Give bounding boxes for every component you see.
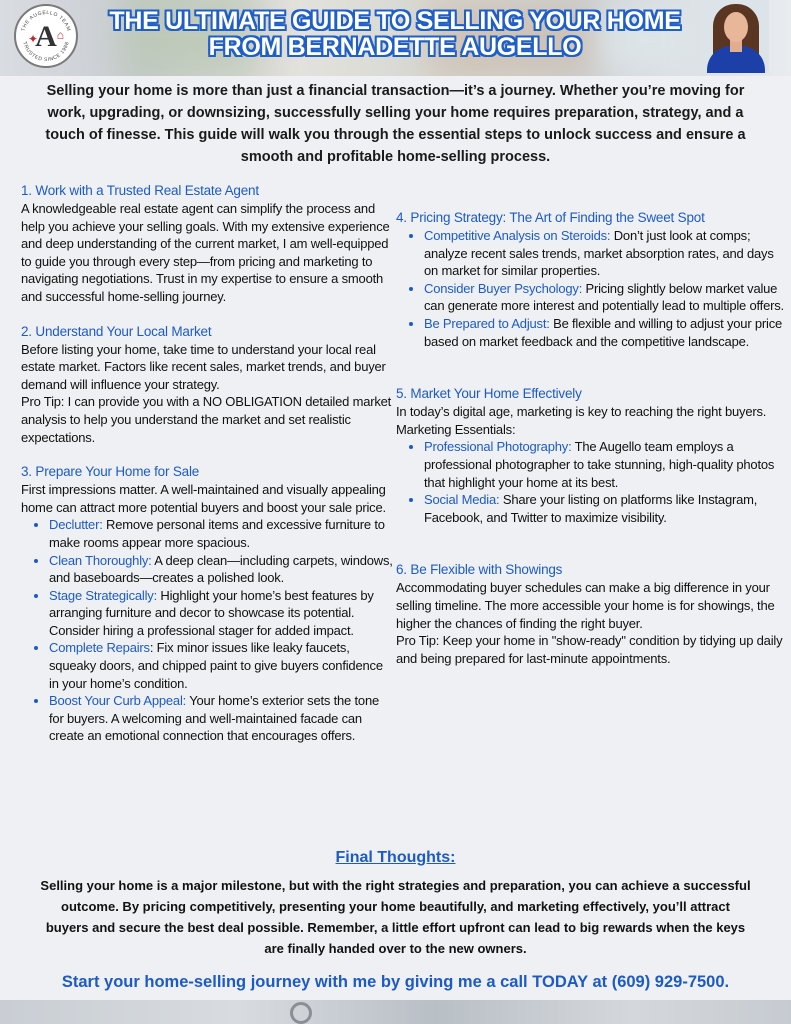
list-item: [424, 438, 788, 491]
section-5-list: [396, 438, 788, 526]
section-6-body: Accommodating buyer schedules can make a big difference in your selling timeline. The more accessible your home is for showings, the higher the chances of finding the right buyer.: [396, 580, 775, 631]
item-label: Declutter:: [49, 517, 103, 533]
final-thoughts-title: Final Thoughts:: [335, 849, 456, 866]
section-3: [21, 463, 393, 745]
section-2-body: Before listing your home, take time to understand your local real estate market. Factors like recent sales, market trends, and buyer demand will influence your strategy.: [21, 341, 386, 392]
agent-portrait: [703, 0, 769, 73]
section-2: [21, 323, 393, 447]
item-label: Stage Strategically:: [49, 587, 158, 603]
section-5-subhead: Marketing Essentials:: [396, 421, 516, 437]
section-4: [396, 209, 788, 350]
page-title: [90, 8, 700, 60]
right-column: [396, 209, 788, 667]
title-line-2: FROM BERNADETTE AUGELLO: [208, 33, 582, 61]
list-item: [424, 315, 788, 350]
list-item: [49, 516, 393, 551]
list-item: [49, 552, 393, 587]
item-text: Don’t just look at comps; analyze recent sales trends, market absorption rates, and days on market for similar properties.: [424, 228, 774, 279]
section-3-body: First impressions matter. A well-maintained and visually appealing home can attract more potential buyers and boost your sale price.: [21, 482, 386, 515]
list-item: [49, 692, 393, 745]
item-text: The Augello team employs a professional photographer to take stunning, high-quality photos that highlight your home at its best.: [424, 439, 775, 490]
item-text: Highlight your home’s best features by arranging furniture and decor to showcase its potential. Consider hiring a professional stager for added impact.: [49, 587, 374, 638]
item-label: Complete Repairs: [49, 640, 150, 656]
final-thoughts-text: Selling your home is a major milestone, but with the right strategies and preparation, you can achieve a successful outcome. By pricing competitively, presenting your home beautifully, and marketing effectively, you’ll attract buyers and secure the best deal possible. Remember, a little effort upfront can lead to big rewards when the keys are finally handed over to the new owners.: [40, 878, 751, 956]
item-text: Remove personal items and excessive furniture to make rooms appear more spacious.: [49, 517, 385, 550]
logo-ring-bottom: TRUSTED SINCE 1988: [21, 40, 71, 63]
item-label: Be Prepared to Adjust:: [424, 315, 550, 331]
item-label: Clean Thoroughly:: [49, 552, 152, 568]
section-2-title: 2. Understand Your Local Market: [21, 323, 212, 339]
item-text: Your home’s exterior sets the tone for buyers. A welcoming and well-maintained facade can create an emotional connection that encourages offers.: [49, 693, 380, 744]
item-text: A deep clean—including carpets, windows, and baseboards—creates a polished look.: [49, 552, 393, 586]
section-3-list: [21, 516, 393, 745]
item-text: Pricing slightly below market value can generate more interest and potentially lead to multiple offers.: [424, 280, 784, 314]
logo-letter: A: [35, 20, 57, 53]
list-item: [424, 227, 788, 280]
house-icon: ⌂: [56, 28, 64, 42]
call-to-action: Start your home-selling journey with me by giving me a call TODAY at (609) 929-7500.: [61, 973, 730, 991]
section-1-title: 1. Work with a Trusted Real Estate Agent: [21, 183, 259, 198]
list-item: [424, 491, 788, 526]
section-6-tip: Pro Tip: Keep your home in "show-ready" condition by tidying up daily and being prepared for last-minute appointments.: [396, 633, 783, 666]
augello-team-logo: [14, 4, 78, 68]
section-4-list: [396, 227, 788, 350]
section-1-body: A knowledgeable real estate agent can simplify the process and help you achieve your selling goals. With my extensive experience and deep understanding of the current market, I am well-equipped to guide you through every step—from pricing and marketing to navigating negotiations. Trust in my expertise to ensure a smooth and successful home-selling journey.: [21, 201, 390, 304]
item-text: : Fix minor issues like leaky faucets, squeaky doors, and chipped paint to give buyers confidence in your home’s condition.: [49, 640, 383, 691]
section-4-title: 4. Pricing Strategy: The Art of Finding the Sweet Spot: [396, 210, 705, 225]
item-label: Boost Your Curb Appeal:: [49, 693, 187, 709]
key-icon: [290, 1002, 312, 1024]
section-5-body: In today’s digital age, marketing is key to reaching the right buyers.: [396, 404, 767, 420]
item-label: Competitive Analysis on Steroids:: [424, 228, 611, 243]
item-label: Consider Buyer Psychology:: [424, 280, 583, 296]
item-text: Be flexible and willing to adjust your price based on market feedback and the competitive landscape.: [424, 315, 783, 349]
item-label: Social Media:: [424, 492, 500, 508]
intro-paragraph: Selling your home is more than just a financial transaction—it’s a journey. Whether you’re moving for work, upgrading, or downsizing, successfully selling your home requires preparation, strategy, and a touch of finesse. This guide will walk you through the essential steps to unlock success and ensure a smooth and profitable home-selling process.: [45, 83, 746, 165]
section-1: [21, 182, 393, 306]
title-line-1: THE ULTIMATE GUIDE TO SELLING YOUR HOME: [109, 7, 681, 35]
maple-leaf-icon: ✦: [28, 32, 39, 46]
logo-ring-top: THE AUGELLO TEAM: [20, 9, 72, 33]
left-column: [21, 182, 393, 745]
section-6: [396, 561, 788, 667]
list-item: [424, 280, 788, 315]
section-2-tip: Pro Tip: I can provide you with a NO OBLIGATION detailed market analysis to help you understand the market and set realistic expectations.: [21, 394, 392, 445]
item-label: Professional Photography:: [424, 439, 572, 455]
section-6-title: 6. Be Flexible with Showings: [396, 562, 563, 578]
footer-photo-band: [0, 1000, 791, 1024]
list-item: [49, 639, 393, 692]
item-text: Share your listing on platforms like Instagram, Facebook, and Twitter to maximize visibility.: [424, 492, 758, 525]
section-5: [396, 385, 788, 526]
section-3-title: 3. Prepare Your Home for Sale: [21, 464, 200, 480]
list-item: [49, 587, 393, 640]
section-5-title: 5. Market Your Home Effectively: [396, 386, 582, 402]
